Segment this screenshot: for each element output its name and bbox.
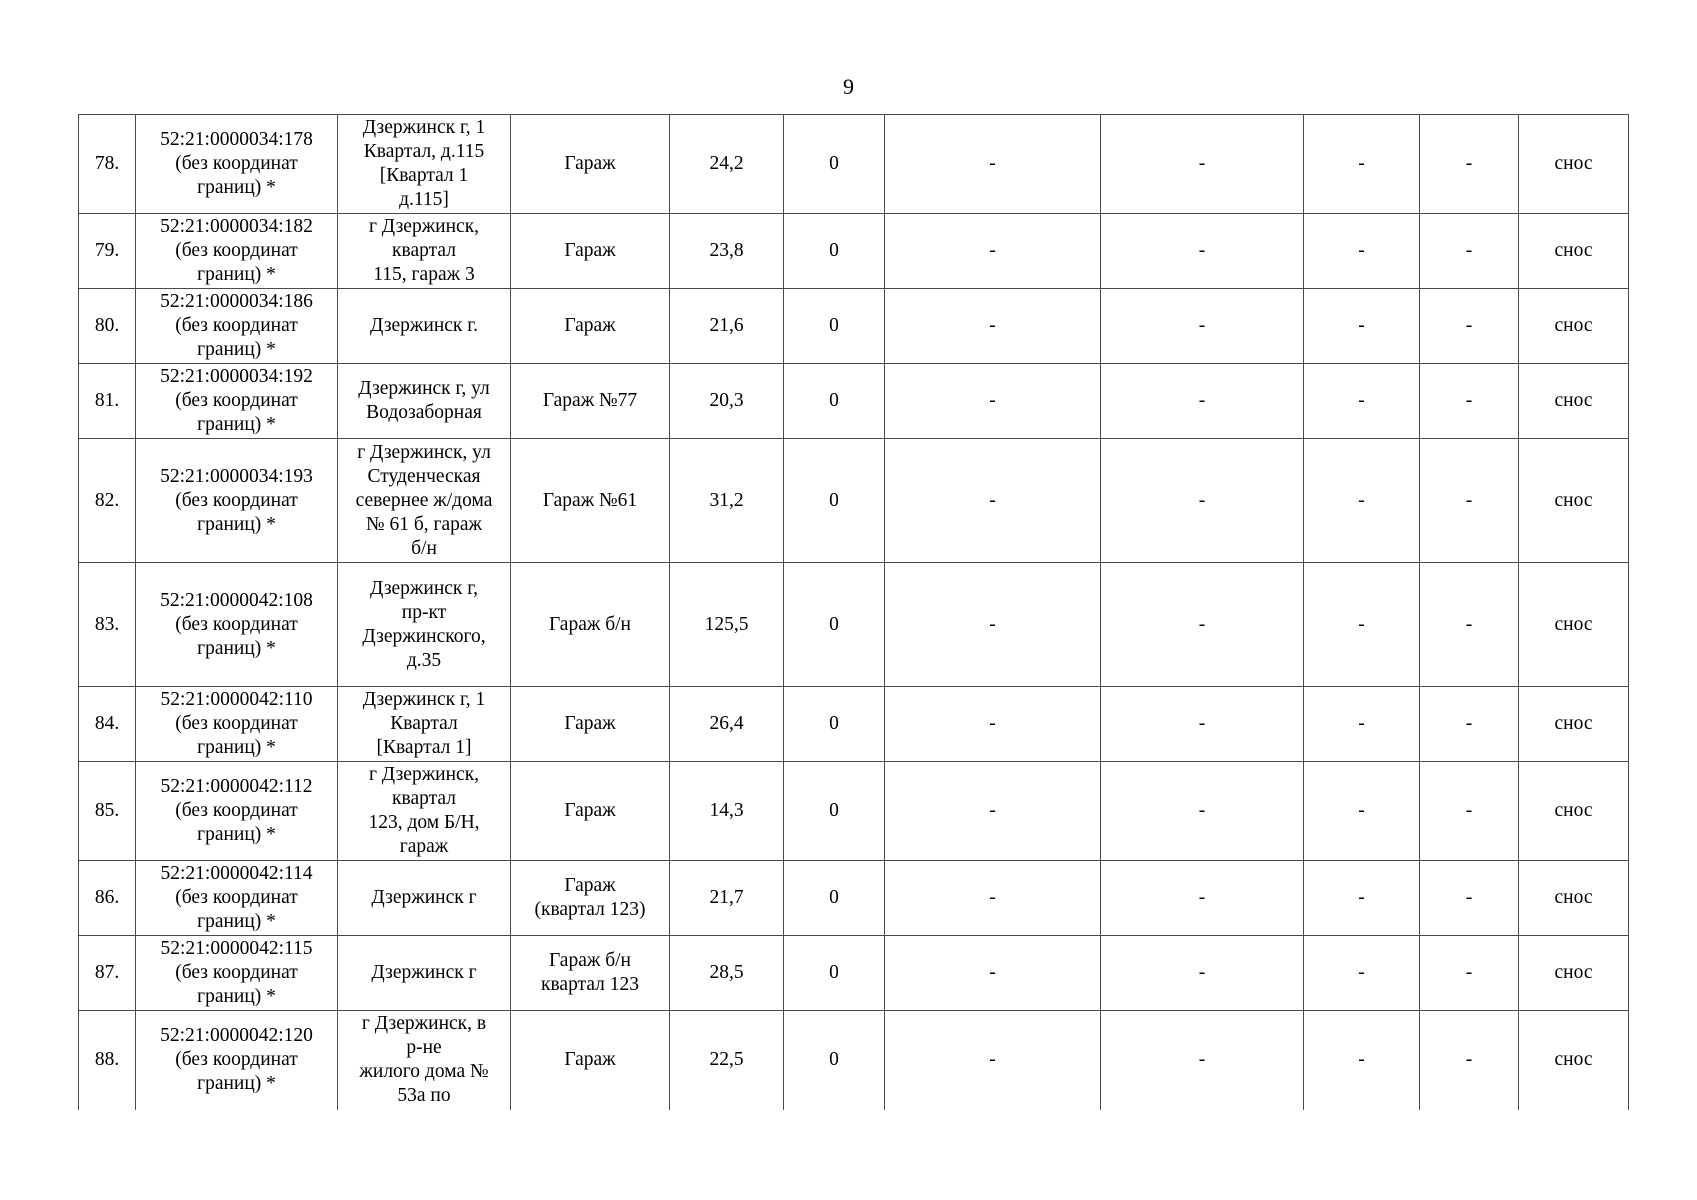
address-cell-line: Квартал	[390, 713, 458, 734]
action-cell: снос	[1519, 762, 1629, 861]
dash-cell: -	[1101, 762, 1304, 861]
object-type	[511, 762, 670, 861]
cadastral-number-line: 52:21:0000042:110	[160, 689, 313, 710]
dash-cell: -	[1101, 687, 1304, 762]
dash-cell: -	[1101, 1011, 1304, 1110]
dash-cell: -	[885, 861, 1101, 936]
table-row	[79, 563, 1629, 687]
area-value: 28,5	[670, 936, 784, 1011]
cadastral-number-line: границ) *	[197, 1073, 276, 1095]
action-cell: снос	[1519, 364, 1629, 439]
zero-value: 0	[784, 563, 885, 687]
area-value: 125,5	[670, 563, 784, 687]
dash-cell: -	[1304, 1011, 1420, 1110]
address-cell-line: г Дзержинск,	[368, 764, 480, 785]
address-cell-line: севернее ж/дома	[355, 489, 493, 511]
address-cell-line: квартал	[392, 788, 456, 809]
object-type	[511, 1011, 670, 1110]
dash-cell: -	[1304, 861, 1420, 936]
object-type-line: Гараж	[564, 315, 616, 336]
dash-cell: -	[1304, 563, 1420, 687]
table-row	[79, 289, 1629, 364]
zero-value: 0	[784, 861, 885, 936]
row-number: 78.	[79, 115, 136, 214]
dash-cell: -	[1420, 936, 1519, 1011]
object-type	[511, 861, 670, 936]
address-cell-line: Дзержинск г	[371, 962, 477, 983]
cadastral-number	[136, 936, 338, 1011]
object-type	[511, 936, 670, 1011]
area-value: 24,2	[670, 115, 784, 214]
object-type-line: Гараж	[564, 713, 616, 734]
cadastral-number-line: границ) *	[197, 986, 276, 1007]
area-value: 23,8	[670, 214, 784, 289]
zero-value: 0	[784, 762, 885, 861]
cadastral-number	[136, 563, 338, 687]
action-cell: снос	[1519, 563, 1629, 687]
object-type-line: Гараж	[564, 153, 616, 174]
cadastral-number-line: (без координат	[175, 887, 298, 908]
address-cell-line: г Дзержинск,	[368, 216, 480, 237]
object-type	[511, 214, 670, 289]
dash-cell: -	[1101, 115, 1304, 214]
cadastral-number-line: 52:21:0000042:108	[160, 589, 313, 611]
zero-value: 0	[784, 936, 885, 1011]
zero-value: 0	[784, 214, 885, 289]
dash-cell: -	[1420, 364, 1519, 439]
dash-cell: -	[885, 563, 1101, 687]
row-number: 87.	[79, 936, 136, 1011]
object-type-line: (квартал 123)	[534, 899, 646, 920]
dash-cell: -	[885, 687, 1101, 762]
cadastral-number-line: 52:21:0000034:182	[160, 216, 313, 237]
cadastral-number-line: (без координат	[175, 962, 298, 983]
cadastral-number-line: (без координат	[175, 1049, 298, 1071]
address-cell-line: 123, дом Б/Н,	[368, 812, 480, 833]
area-value: 21,6	[670, 289, 784, 364]
address-cell-line: Студенческая	[367, 465, 481, 487]
row-number: 81.	[79, 364, 136, 439]
dash-cell: -	[1101, 936, 1304, 1011]
table-row	[79, 439, 1629, 563]
cadastral-number-line: 52:21:0000034:178	[160, 129, 313, 150]
dash-cell: -	[1420, 861, 1519, 936]
address-cell	[338, 289, 511, 364]
dash-cell: -	[1420, 762, 1519, 861]
object-type-line: Гараж	[564, 875, 616, 896]
cadastral-number-line: (без координат	[175, 153, 298, 174]
cadastral-number-line: (без координат	[175, 800, 298, 821]
object-type	[511, 364, 670, 439]
action-cell: снос	[1519, 861, 1629, 936]
cadastral-number	[136, 289, 338, 364]
action-cell: снос	[1519, 115, 1629, 214]
cadastral-number-line: 52:21:0000042:114	[160, 863, 313, 884]
action-cell: снос	[1519, 289, 1629, 364]
dash-cell: -	[1420, 115, 1519, 214]
dash-cell: -	[1304, 762, 1420, 861]
address-cell	[338, 563, 511, 687]
row-number: 83.	[79, 563, 136, 687]
area-value: 26,4	[670, 687, 784, 762]
dash-cell: -	[1101, 289, 1304, 364]
zero-value: 0	[784, 289, 885, 364]
dash-cell: -	[885, 762, 1101, 861]
table-row	[79, 936, 1629, 1011]
object-type	[511, 687, 670, 762]
dash-cell: -	[1101, 563, 1304, 687]
cadastral-number-line: 52:21:0000042:115	[160, 938, 313, 959]
row-number: 82.	[79, 439, 136, 563]
action-cell: снос	[1519, 687, 1629, 762]
dash-cell: -	[1420, 289, 1519, 364]
cadastral-number-line: (без координат	[175, 713, 298, 734]
address-cell-line: Дзержинск г.	[370, 315, 478, 336]
address-cell	[338, 936, 511, 1011]
dash-cell: -	[1304, 289, 1420, 364]
cadastral-number-line: (без координат	[175, 489, 298, 511]
cadastral-number-line: (без координат	[175, 390, 298, 411]
row-number: 88.	[79, 1011, 136, 1110]
cadastral-number-line: границ) *	[197, 737, 276, 758]
object-type-line: Гараж б/н	[549, 613, 631, 635]
address-cell-line: № 61 б, гараж	[365, 513, 483, 535]
object-type-line: Гараж б/н	[549, 950, 631, 971]
address-cell-line: г Дзержинск, ул	[357, 441, 491, 463]
address-cell-line: Дзержинского,	[362, 625, 486, 647]
row-number: 84.	[79, 687, 136, 762]
cadastral-number	[136, 1011, 338, 1110]
object-type	[511, 289, 670, 364]
address-cell-line: [Квартал 1]	[376, 737, 472, 758]
cadastral-number-line: границ) *	[197, 414, 276, 435]
dash-cell: -	[1101, 364, 1304, 439]
cadastral-number	[136, 214, 338, 289]
object-type-line: Гараж №77	[542, 390, 638, 411]
row-number: 86.	[79, 861, 136, 936]
address-cell	[338, 861, 511, 936]
address-cell-line: д.115]	[399, 189, 449, 210]
table-row	[79, 1011, 1629, 1110]
area-value: 14,3	[670, 762, 784, 861]
dash-cell: -	[885, 1011, 1101, 1110]
address-cell-line: 115, гараж 3	[373, 264, 475, 285]
row-number: 79.	[79, 214, 136, 289]
address-cell-line: д.35	[406, 649, 442, 671]
table-row	[79, 762, 1629, 861]
address-cell-line: Дзержинск г,	[370, 577, 478, 599]
action-cell: снос	[1519, 1011, 1629, 1110]
dash-cell: -	[1304, 936, 1420, 1011]
dash-cell: -	[885, 214, 1101, 289]
address-cell-line: пр-кт	[401, 601, 447, 623]
cadastral-number-line: границ) *	[197, 513, 276, 535]
object-type-line: квартал 123	[540, 974, 639, 995]
cadastral-number-line: (без координат	[175, 240, 298, 261]
cadastral-number	[136, 115, 338, 214]
table-row	[79, 861, 1629, 936]
address-cell-line: Дзержинск г	[371, 887, 477, 908]
object-type	[511, 439, 670, 563]
address-cell	[338, 364, 511, 439]
object-type-line: Гараж	[564, 800, 616, 821]
cadastral-number-line: 52:21:0000042:112	[160, 776, 313, 797]
dash-cell: -	[1101, 214, 1304, 289]
action-cell: снос	[1519, 936, 1629, 1011]
cadastral-number-line: 52:21:0000034:186	[160, 291, 313, 312]
cadastral-number	[136, 439, 338, 563]
cadastral-number	[136, 861, 338, 936]
address-cell-line: р-не	[406, 1037, 442, 1059]
zero-value: 0	[784, 439, 885, 563]
address-cell-line: Дзержинск г, 1	[362, 689, 486, 710]
cadastral-number-line: границ) *	[197, 824, 276, 845]
dash-cell: -	[1101, 861, 1304, 936]
dash-cell: -	[885, 115, 1101, 214]
registry-table	[78, 114, 1629, 1110]
area-value: 22,5	[670, 1011, 784, 1110]
table-row	[79, 115, 1629, 214]
table-row	[79, 214, 1629, 289]
address-cell-line: квартал	[392, 240, 456, 261]
cadastral-number-line: границ) *	[197, 177, 276, 198]
dash-cell: -	[1420, 563, 1519, 687]
cadastral-number	[136, 364, 338, 439]
cadastral-number-line: 52:21:0000034:193	[160, 465, 313, 487]
address-cell-line: гараж	[399, 836, 449, 857]
cadastral-number-line: (без координат	[175, 613, 298, 635]
object-type-line: Гараж №61	[542, 489, 638, 511]
dash-cell: -	[1304, 214, 1420, 289]
object-type-line: Гараж	[564, 1049, 616, 1071]
action-cell: снос	[1519, 439, 1629, 563]
address-cell-line: б/н	[411, 537, 437, 559]
area-value: 31,2	[670, 439, 784, 563]
dash-cell: -	[1101, 439, 1304, 563]
cadastral-number-line: 52:21:0000034:192	[160, 366, 313, 387]
address-cell	[338, 762, 511, 861]
dash-cell: -	[885, 364, 1101, 439]
address-cell	[338, 439, 511, 563]
dash-cell: -	[1304, 439, 1420, 563]
address-cell-line: жилого дома №	[359, 1061, 489, 1083]
dash-cell: -	[1420, 1011, 1519, 1110]
address-cell	[338, 687, 511, 762]
cadastral-number-line: 52:21:0000042:120	[160, 1025, 313, 1047]
zero-value: 0	[784, 1011, 885, 1110]
dash-cell: -	[885, 289, 1101, 364]
address-cell	[338, 115, 511, 214]
dash-cell: -	[1420, 439, 1519, 563]
dash-cell: -	[1420, 214, 1519, 289]
dash-cell: -	[1304, 364, 1420, 439]
cadastral-number-line: границ) *	[197, 339, 276, 360]
address-cell-line: Квартал, д.115	[363, 141, 485, 162]
address-cell-line: г Дзержинск, в	[361, 1013, 487, 1035]
row-number: 80.	[79, 289, 136, 364]
cadastral-number-line: границ) *	[197, 637, 276, 659]
action-cell: снос	[1519, 214, 1629, 289]
table-body	[79, 115, 1629, 1110]
area-value: 20,3	[670, 364, 784, 439]
dash-cell: -	[1420, 687, 1519, 762]
dash-cell: -	[885, 936, 1101, 1011]
page-number: 9	[843, 74, 854, 99]
zero-value: 0	[784, 687, 885, 762]
address-cell	[338, 1011, 511, 1110]
object-type-line: Гараж	[564, 240, 616, 261]
cadastral-number-line: границ) *	[197, 911, 276, 932]
address-cell-line: Водозаборная	[366, 402, 482, 423]
address-cell	[338, 214, 511, 289]
row-number: 85.	[79, 762, 136, 861]
table-row	[79, 364, 1629, 439]
address-cell-line: Дзержинск г, ул	[358, 378, 490, 399]
cadastral-number-line: (без координат	[175, 315, 298, 336]
cadastral-number	[136, 762, 338, 861]
address-cell-line: 53а по	[397, 1085, 451, 1107]
table-row	[79, 687, 1629, 762]
address-cell-line: Дзержинск г, 1	[362, 117, 486, 138]
area-value: 21,7	[670, 861, 784, 936]
zero-value: 0	[784, 115, 885, 214]
zero-value: 0	[784, 364, 885, 439]
object-type	[511, 563, 670, 687]
address-cell-line: [Квартал 1	[379, 165, 469, 186]
dash-cell: -	[1304, 115, 1420, 214]
dash-cell: -	[1304, 687, 1420, 762]
dash-cell: -	[885, 439, 1101, 563]
cadastral-number-line: границ) *	[197, 264, 276, 285]
cadastral-number	[136, 687, 338, 762]
object-type	[511, 115, 670, 214]
